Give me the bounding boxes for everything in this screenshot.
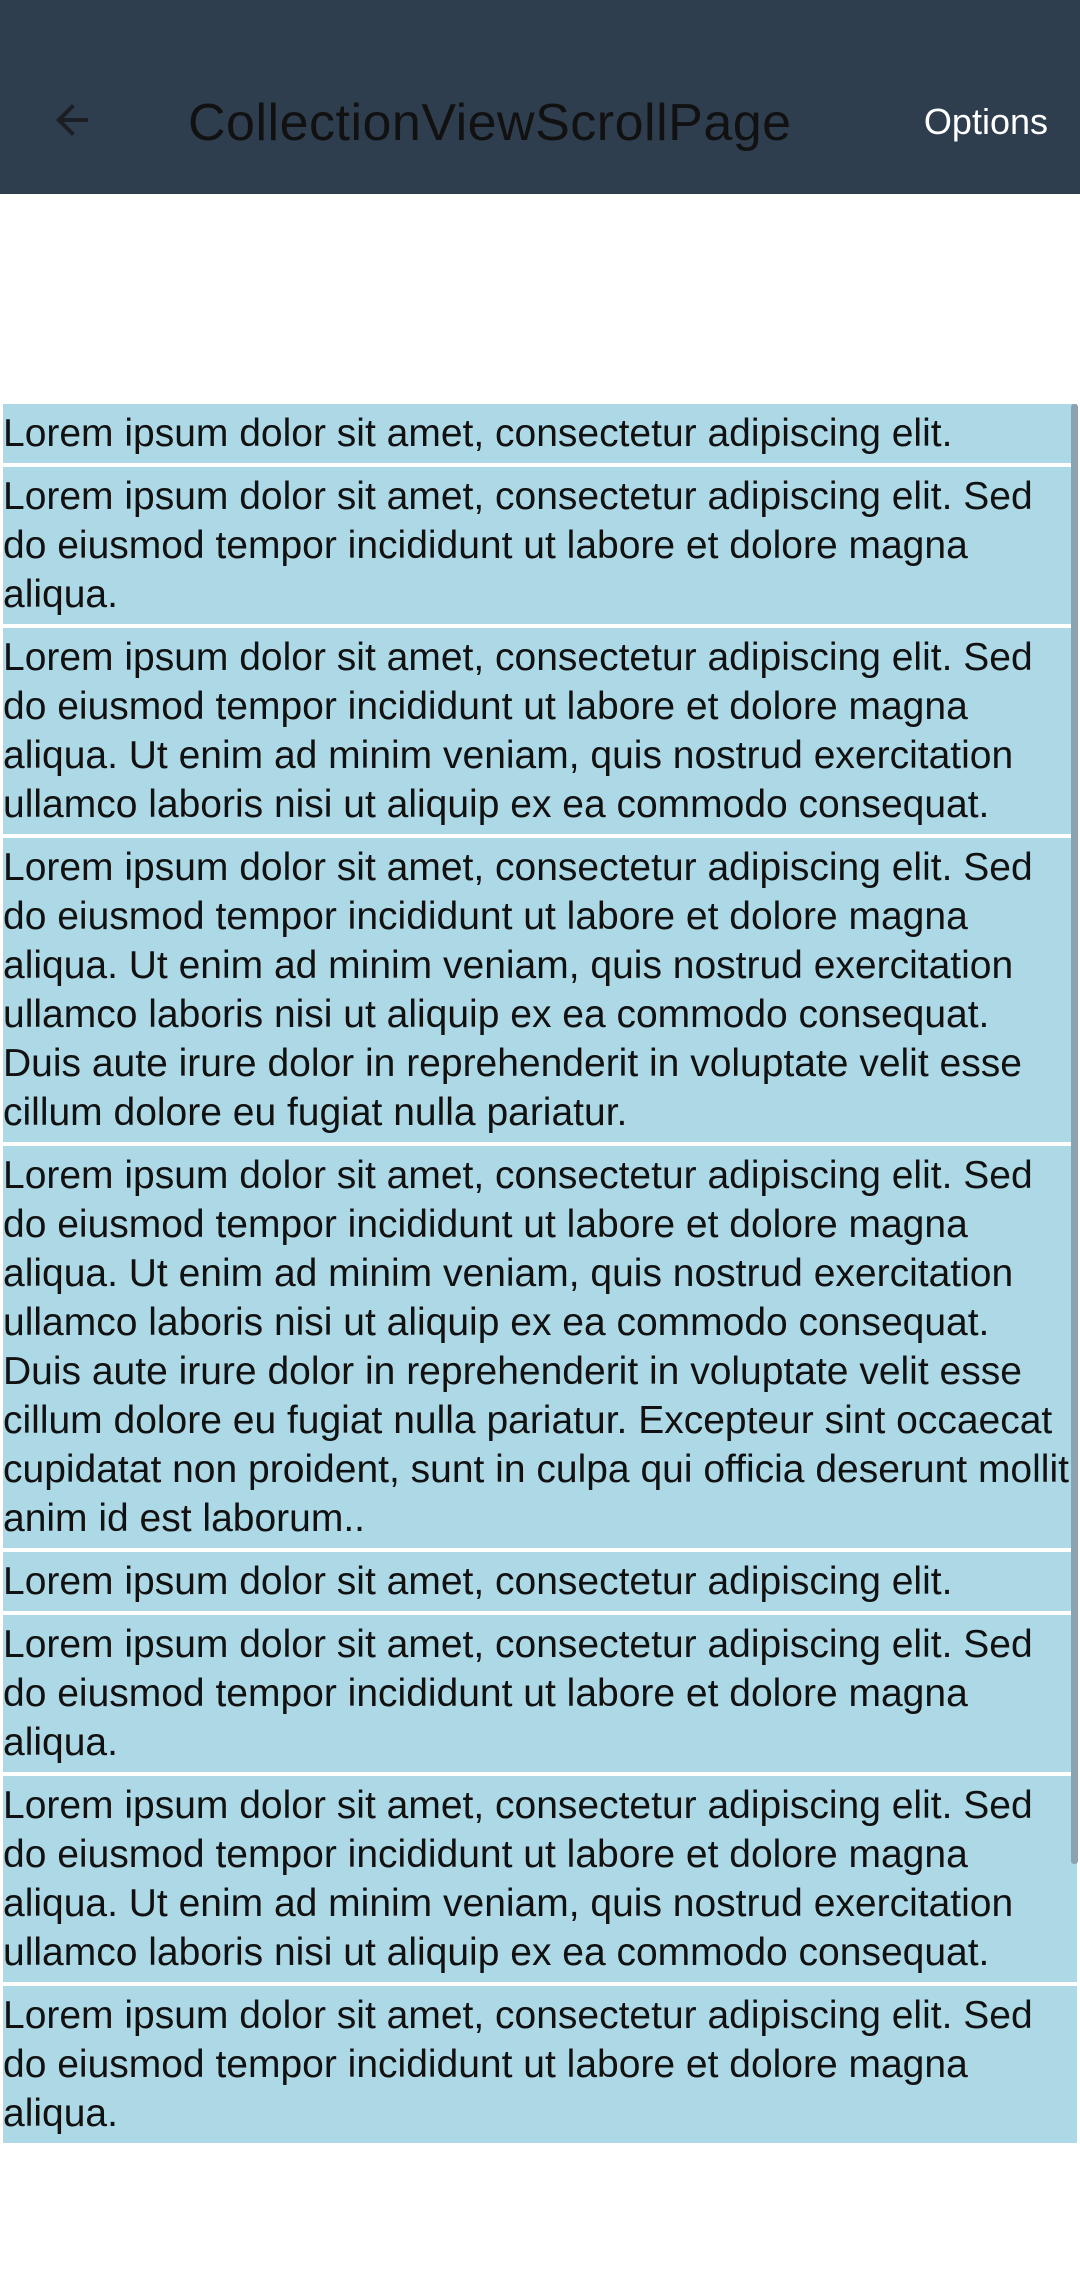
page-title: CollectionViewScrollPage [188,94,792,152]
list-item[interactable] [3,467,1077,624]
item-list [0,404,1080,2147]
list-item-text: Lorem ipsum dolor sit amet, consectetur adipiscing elit. Sed do eiusmod tempor incididunt ut labore et dolore magna aliqua. Ut enim ad minim veniam, quis nostrud exercitation ullamco laboris nisi ut aliquip ex ea commodo consequat. [3,1784,1033,1974]
vertical-scrollbar[interactable] [1071,404,1078,1864]
list-item[interactable] [3,404,1077,463]
list-item[interactable] [3,838,1077,1142]
list-item-text: Lorem ipsum dolor sit amet, consectetur adipiscing elit. Sed do eiusmod tempor incididunt ut labore et dolore magna aliqua. [3,475,1033,616]
list-item[interactable] [3,1552,1077,1611]
list-item-text: Lorem ipsum dolor sit amet, consectetur adipiscing elit. Sed do eiusmod tempor incididunt ut labore et dolore magna aliqua. [3,1623,1033,1764]
list-item-text: Lorem ipsum dolor sit amet, consectetur adipiscing elit. Sed do eiusmod tempor incididunt ut labore et dolore magna aliqua. Ut enim ad minim veniam, quis nostrud exercitation ullamco laboris nisi ut aliquip ex ea commodo consequat. Duis aute irure dolor in reprehenderit in voluptate velit esse cillum dolore eu fugiat nulla pariatur. Excepteur sint occaecat cupidatat non proident, sunt in culpa qui officia deserunt mollit anim id est laborum.. [3,1154,1069,1540]
list-item[interactable] [3,1615,1077,1772]
list-item-text: Lorem ipsum dolor sit amet, consectetur adipiscing elit. Sed do eiusmod tempor incididunt ut labore et dolore magna aliqua. [3,1994,1033,2135]
list-item[interactable] [3,1776,1077,1982]
back-button[interactable] [24,72,120,168]
app-bar [0,0,1080,194]
list-item[interactable] [3,1146,1077,1548]
list-item-text: Lorem ipsum dolor sit amet, consectetur adipiscing elit. [3,1560,953,1603]
list-item[interactable] [3,628,1077,834]
list-item-text: Lorem ipsum dolor sit amet, consectetur adipiscing elit. Sed do eiusmod tempor incididunt ut labore et dolore magna aliqua. Ut enim ad minim veniam, quis nostrud exercitation ullamco laboris nisi ut aliquip ex ea commodo consequat. Duis aute irure dolor in reprehenderit in voluptate velit esse cillum dolore eu fugiat nulla pariatur. [3,846,1033,1134]
collection-view[interactable] [0,404,1080,2264]
arrow-left-icon [48,96,96,144]
options-button[interactable]: Options [923,101,1048,142]
list-item-text: Lorem ipsum dolor sit amet, consectetur adipiscing elit. Sed do eiusmod tempor incididunt ut labore et dolore magna aliqua. Ut enim ad minim veniam, quis nostrud exercitation ullamco laboris nisi ut aliquip ex ea commodo consequat. [3,636,1033,826]
list-item[interactable] [3,1986,1077,2143]
list-item-text: Lorem ipsum dolor sit amet, consectetur adipiscing elit. [3,412,953,455]
